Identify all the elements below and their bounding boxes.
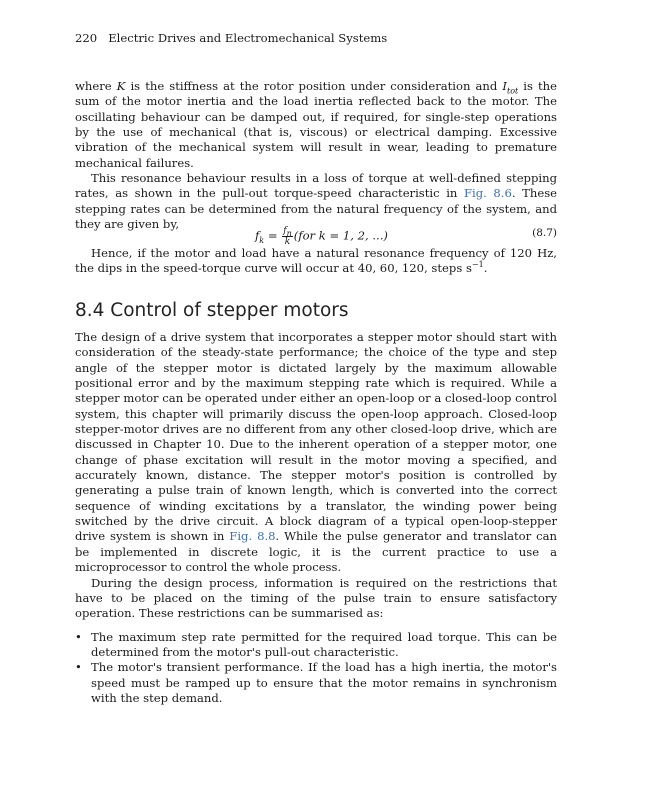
running-header (75, 31, 387, 45)
paragraph-4: The design of a drive system that incorporates a stepper motor should start with consideration of the steady-state performance; the choice of the type and step angle of the stepper motor is dictated largely by the maximum allowable positional error and by the maximum stepping rate which is required. While a stepper motor can be operated under either an open-loop or a closed-loop control system, this chapter will primarily discuss the open-loop approach. Closed-loop stepper-motor drives are no different from any other closed-loop drive, which are discussed in Chapter 10. Due to the inherent operation of a stepper motor, one change of phase excitation will result in the motor moving a specified, and accurately known, distance. The stepper motor's position is controlled by generating a pulse train of known length, which is converted into the correct sequence of winding excitations by a translator, the winding power being switched by the drive circuit. A block diagram of a typical open-loop-stepper drive system is shown in Fig. 8.8. While the pulse generator and translator can be implemented in discrete logic, it is the current practice to use a microprocessor to control the whole process. (75, 330, 558, 575)
equation-number: (8.7) (532, 227, 557, 239)
paragraph-1: where K is the stiffness at the rotor position under consideration and $I_{tot}$ is the sum of the motor inertia and the load inertia reflected back to the motor. The oscillating behaviour can be damped out, if required, for single-step operations by the use of mechanical (that is, viscous) or electrical damping. Excessive vibration of the mechanical system will result in wear, leading to premature mechanical failures. (75, 79, 558, 170)
list-item: • The motor's transient performance. If the load has a high inertia, the motor's speed must be ramped up to ensure that the motor remains in synchronism with the step demand. (75, 660, 557, 705)
figure-link-8-8[interactable]: Fig. 8.8 (229, 529, 276, 544)
bullet-icon: • (75, 629, 82, 644)
running-title: Electric Drives and Electromechanical Systems (108, 31, 388, 45)
restriction-list (75, 630, 557, 707)
page-number: 220 (75, 31, 98, 45)
paragraph-3-block (75, 246, 557, 277)
paragraph-3: Hence, if the motor and load have a natural resonance frequency of 120 Hz, the dips in the speed-torque curve will occur at 40, 60, 120, steps $s^{-1}$. (75, 246, 557, 276)
paragraph-5: During the design process, information is required on the restrictions that have to be placed on the timing of the pulse train to ensure satisfactory operation. These restrictions can be summarised as: (75, 575, 557, 621)
paragraph-2: This resonance behaviour results in a loss of torque at well-defined stepping rates, as shown in the pull-out torque-speed characteristic in Fig. 8.6. These stepping rates can be determined from the natural frequency of the system, and they are given by, (75, 171, 558, 232)
bullet-icon: • (75, 660, 82, 675)
figure-link-8-6[interactable]: Fig. 8.6 (463, 186, 512, 201)
list-item: • The maximum step rate permitted for the required load torque. This can be determined from the motor's pull-out characteristic. (75, 629, 557, 659)
equation-expression: $f_k$ = $\frac{f_n}{k}$ (for k = 1, 2, ...) (255, 226, 388, 247)
section-heading: 8.4 Control of stepper motors (75, 300, 349, 321)
top-text-block (75, 79, 557, 232)
equation-8-7 (75, 221, 557, 247)
section-body (75, 330, 557, 706)
equation-fraction: $\frac{f_n}{k}$ (283, 226, 292, 247)
